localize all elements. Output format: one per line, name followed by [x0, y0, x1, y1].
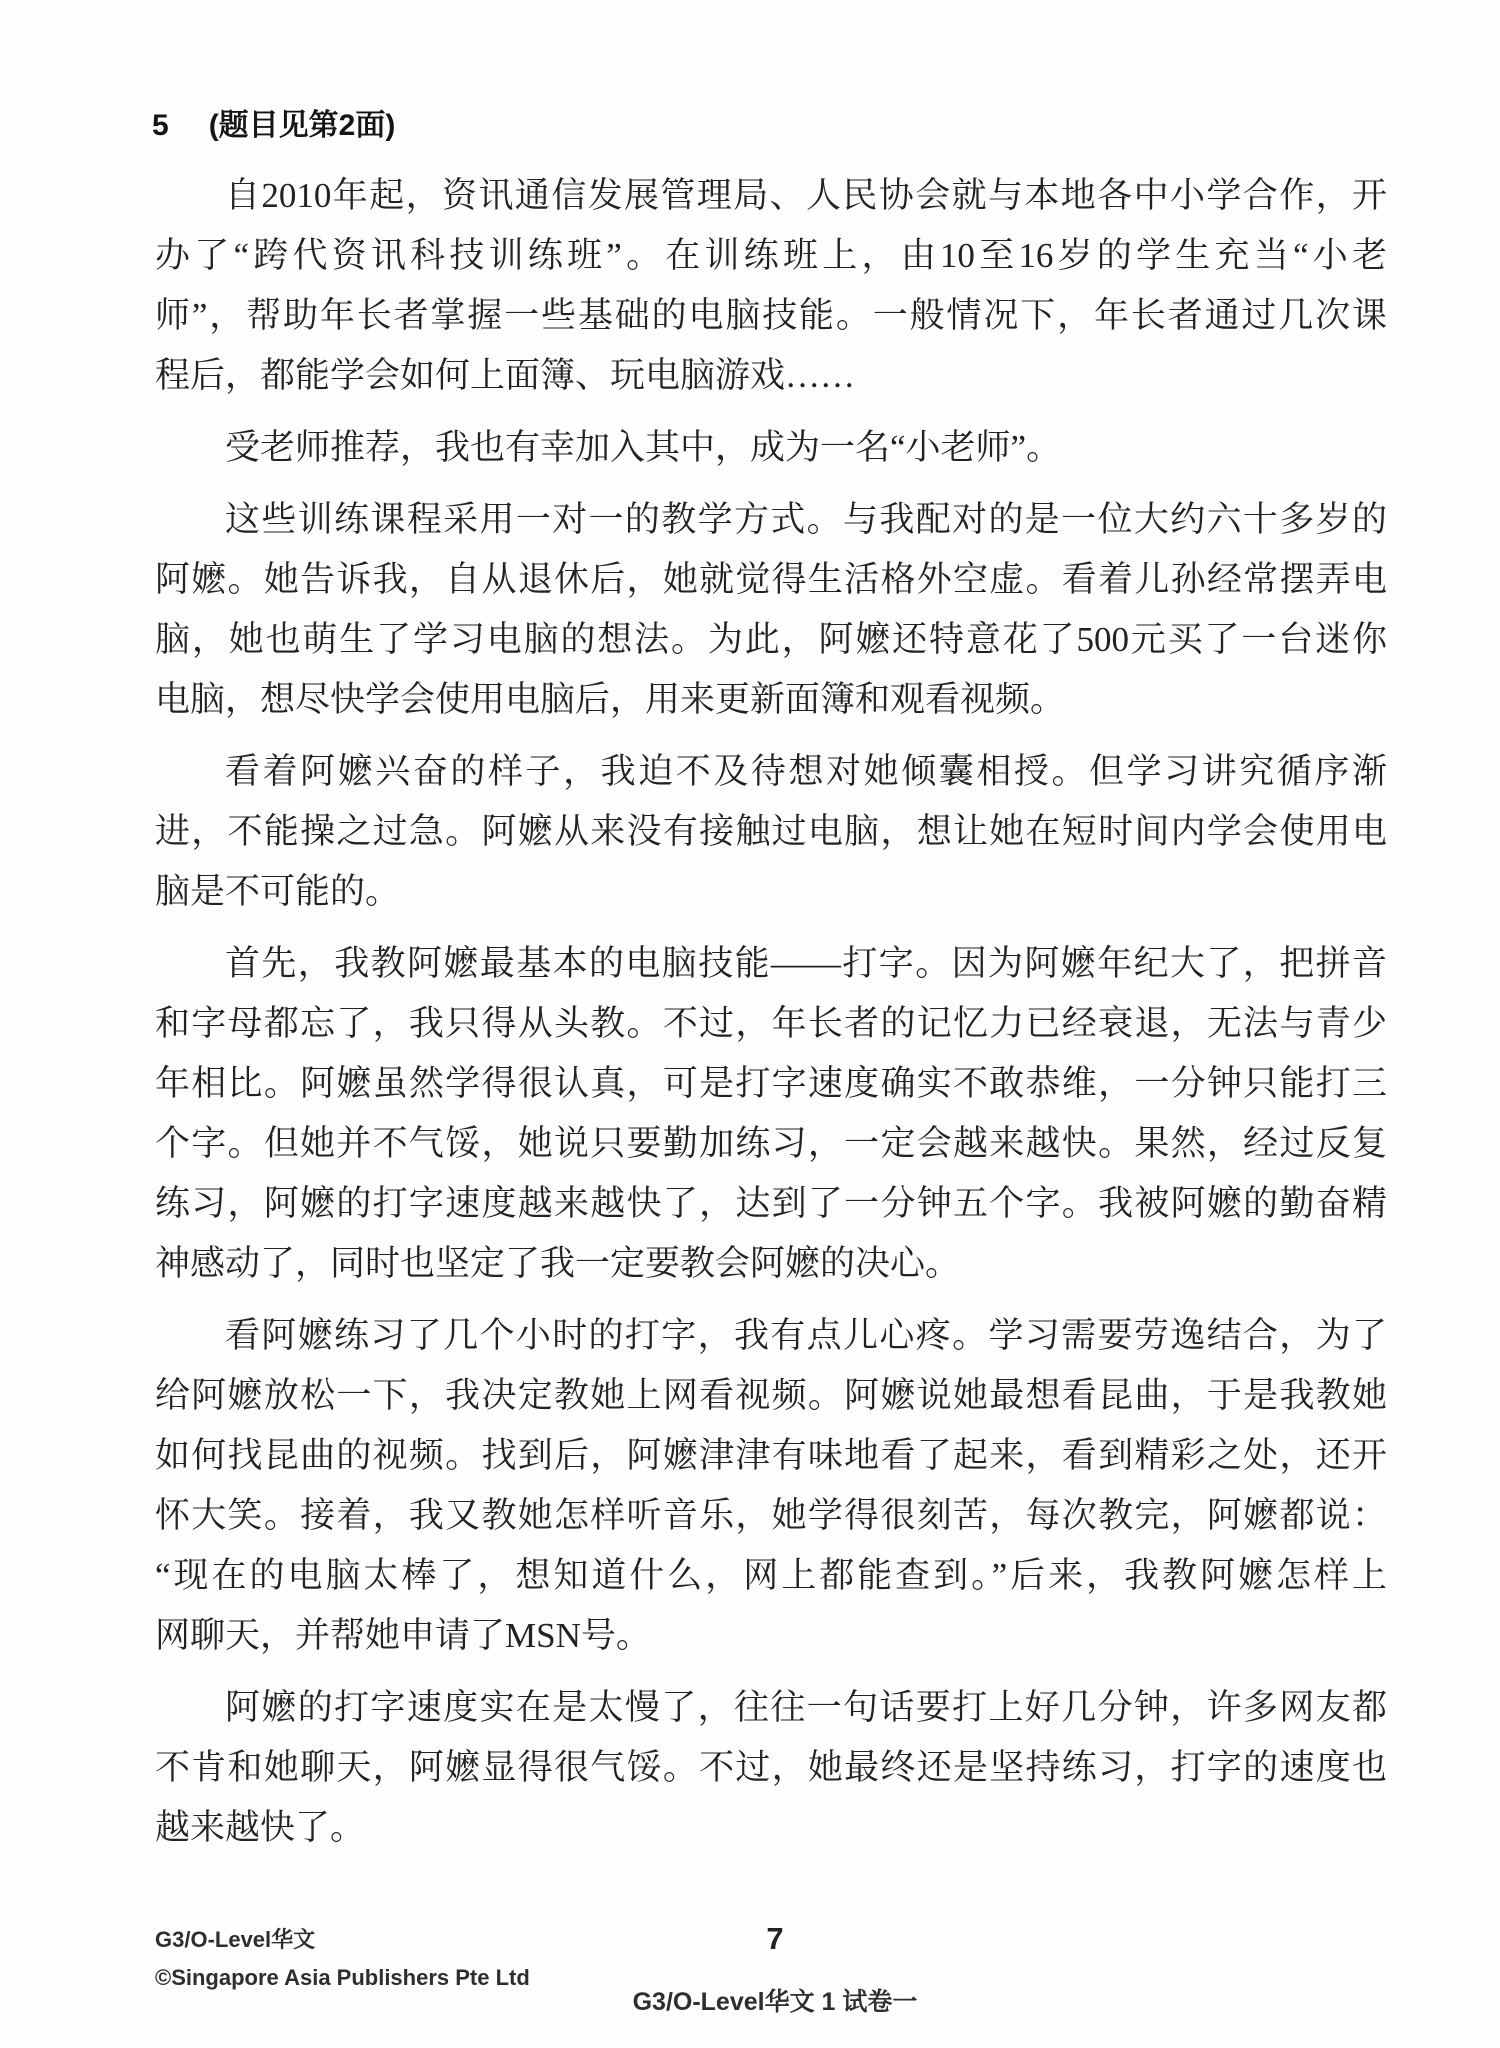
- page-header: [152, 100, 395, 144]
- text-line: 电脑，想尽快学会使用电脑后，用来更新面簿和观看视频。: [155, 680, 1066, 719]
- paragraph: [155, 418, 1387, 478]
- text-line: 阿嬷的打字速度实在是太慢了，往往一句话要打上好几分钟，许多网友都: [225, 1688, 1387, 1727]
- text-line: 师”，帮助年长者掌握一些基础的电脑技能。一般情况下，年长者通过几次课: [155, 296, 1387, 335]
- paragraph: [155, 934, 1387, 1294]
- paragraph: [155, 1678, 1387, 1858]
- paragraph: [155, 742, 1387, 922]
- article-body: [155, 166, 1387, 1858]
- text-line: 自2010年起，资讯通信发展管理局、人民协会就与本地各中小学合作，开: [225, 176, 1387, 215]
- question-note: (题目见第2面): [208, 109, 396, 142]
- text-line: 阿嬷。她告诉我，自从退休后，她就觉得生活格外空虚。看着儿孙经常摆弄电: [155, 560, 1387, 599]
- footer-edition-line: G3/O-Level华文 1 试卷一: [632, 1988, 918, 2016]
- text-line: 办了“跨代资讯科技训练班”。在训练班上，由10至16岁的学生充当“小老: [155, 236, 1387, 275]
- footer-center-block: [155, 1922, 1395, 2018]
- footer-copyright: ©Singapore Asia Publishers Pte Ltd: [155, 1965, 530, 1990]
- text-line: 脑是不可能的。: [155, 872, 401, 911]
- text-line: 和字母都忘了，我只得从头教。不过，年长者的记忆力已经衰退，无法与青少: [155, 1004, 1387, 1043]
- text-line: 年相比。阿嬷虽然学得很认真，可是打字速度确实不敢恭维，一分钟只能打三: [155, 1064, 1387, 1103]
- text-line: 个字。但她并不气馁，她说只要勤加练习，一定会越来越快。果然，经过反复: [155, 1124, 1387, 1163]
- paragraph: [155, 166, 1387, 406]
- text-line: 脑，她也萌生了学习电脑的想法。为此，阿嬷还特意花了500元买了一台迷你: [155, 620, 1387, 659]
- text-line: 这些训练课程采用一对一的教学方式。与我配对的是一位大约六十多岁的: [225, 500, 1387, 539]
- text-line: 怀大笑。接着，我又教她怎样听音乐，她学得很刻苦，每次教完，阿嬷都说：: [155, 1496, 1387, 1535]
- text-line: 越来越快了。: [155, 1808, 366, 1847]
- text-line: 如何找昆曲的视频。找到后，阿嬷津津有味地看了起来，看到精彩之处，还开: [155, 1436, 1387, 1475]
- text-line: 看着阿嬷兴奋的样子，我迫不及待想对她倾囊相授。但学习讲究循序渐: [225, 752, 1387, 791]
- text-line: 进，不能操之过急。阿嬷从来没有接触过电脑，想让她在短时间内学会使用电: [155, 812, 1387, 851]
- page-number: 7: [766, 1921, 784, 1956]
- text-line: 不肯和她聊天，阿嬷显得很气馁。不过，她最终还是坚持练习，打字的速度也: [155, 1748, 1387, 1787]
- text-line: 给阿嬷放松一下，我决定教她上网看视频。阿嬷说她最想看昆曲，于是我教她: [155, 1376, 1387, 1415]
- paragraph: [155, 1306, 1387, 1666]
- question-number: 5: [152, 109, 169, 142]
- text-line: 程后，都能学会如何上面簿、玩电脑游戏……: [155, 356, 856, 395]
- text-line: 网聊天，并帮她申请了MSN号。: [155, 1616, 651, 1655]
- text-line: 神感动了，同时也坚定了我一定要教会阿嬷的决心。: [155, 1244, 961, 1283]
- footer-series-label: G3/O-Level华文: [155, 1927, 316, 1952]
- paragraph: [155, 490, 1387, 730]
- text-line: 受老师推荐，我也有幸加入其中，成为一名“小老师”。: [225, 428, 1062, 467]
- text-line: 首先，我教阿嬷最基本的电脑技能——打字。因为阿嬷年纪大了，把拼音: [225, 944, 1387, 983]
- text-line: 练习，阿嬷的打字速度越来越快了，达到了一分钟五个字。我被阿嬷的勤奋精: [155, 1184, 1387, 1223]
- text-line: 看阿嬷练习了几个小时的打字，我有点儿心疼。学习需要劳逸结合，为了: [225, 1316, 1387, 1355]
- text-line: “现在的电脑太棒了，想知道什么，网上都能查到。”后来，我教阿嬷怎样上: [155, 1556, 1387, 1595]
